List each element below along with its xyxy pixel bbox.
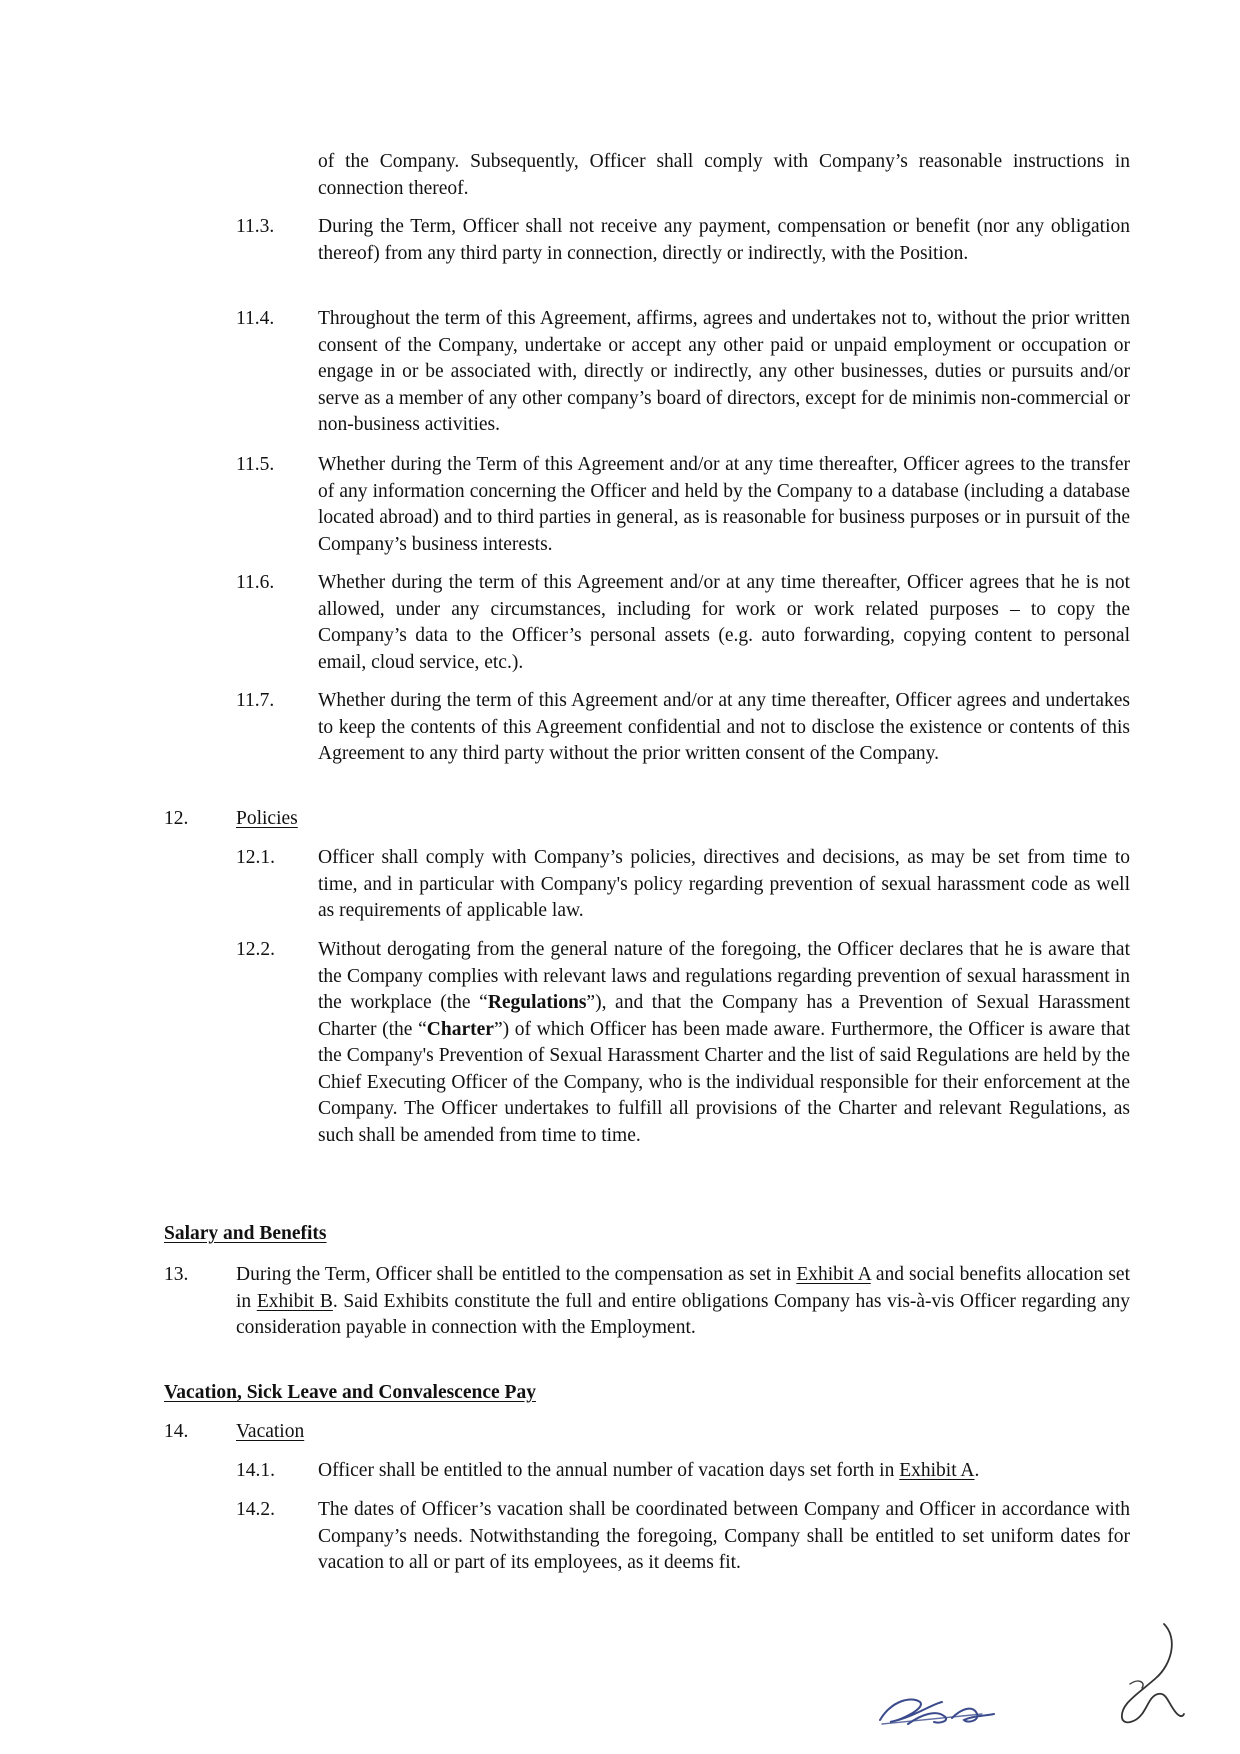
clause-12-2-text [318,937,1130,1149]
clause-11-3-text: During the Term, Officer shall not receive any payment, compensation or benefit (nor any obligation thereof) from any third party in connection, directly or indirectly, with the Position. [318,216,1130,264]
section-title-vacation: Vacation [236,1421,305,1442]
signature-initials-blue [872,1690,1072,1730]
exhibit-b-reference: Exhibit B [256,1290,333,1312]
clause-14-1-text [318,1458,1130,1485]
clause-14-1-text-b: . [974,1460,980,1481]
clause-number-11-3: 11.3. [236,216,275,237]
clause-number-11-7: 11.7. [236,690,275,711]
clause-number-14-2: 14.2. [236,1499,275,1520]
clause-12-1-text: Officer shall comply with Company’s policies, directives and decisions, as may be set from time to time, and in particular with Company's policy regarding prevention of sexual harassment code as well as requirements of applicable law. [318,847,1130,921]
heading-vacation-sick-leave: Vacation, Sick Leave and Convalescence Pay [164,1382,536,1403]
paragraph-continuation: of the Company. Subsequently, Officer shall comply with Company’s reasonable instructions in connection thereof. [318,151,1130,199]
clause-number-11-4: 11.4. [236,308,275,329]
section-number-12: 12. [164,808,189,829]
clause-14-2-text: The dates of Officer’s vacation shall be coordinated between Company and Officer in accordance with Company’s needs. Notwithstanding the foregoing, Company shall be entitled to set uniform dates for vacation to all or part of its employees, as it deems fit. [318,1499,1130,1573]
clause-14-1-text-a: Officer shall be entitled to the annual number of vacation days set forth in [318,1460,900,1481]
clause-number-11-5: 11.5. [236,454,275,475]
section-number-14: 14. [164,1421,189,1442]
clause-12-2-text-b: ”), and that the Company has a Prevention of Sexual Harassment Charter (the “ [318,992,1130,1040]
defined-term-charter: Charter [426,1018,494,1040]
defined-term-regulations: Regulations [487,992,587,1013]
section-title-policies: Policies [236,808,298,829]
section-number-13: 13. [164,1264,189,1285]
exhibit-a-reference-2: Exhibit A [899,1460,975,1481]
clause-12-2-text-a: Without derogating from the general nature of the foregoing, the Officer declares that he is aware that the Company complies with relevant laws and regulations regarding prevention of sexual harassment in the workplace (the “ [318,939,1130,1013]
clause-number-11-6: 11.6. [236,572,275,593]
clause-number-14-1: 14.1. [236,1460,275,1481]
section-13-text-a: During the Term, Officer shall be entitled to the compensation as set in [236,1264,797,1285]
clause-11-7-text: Whether during the term of this Agreement and/or at any time thereafter, Officer agrees and undertakes to keep the contents of this Agreement confidential and not to disclose the existence or contents of this Agreement to any third party without the prior written consent of the Company. [318,690,1130,764]
clause-12-2-text-c: ”) of which Officer has been made aware. Furthermore, the Officer is aware that the Company's Prevention of Sexual Harassment Charter and the list of said Regulations are held by the Chief Executing Officer of the Company, who is the individual responsible for their enforcement at the Company. The Officer undertakes to fulfill all provisions of the Charter and relevant Regulations, as such shall be amended from time to time. [318,1018,1130,1146]
clause-number-12-2: 12.2. [236,939,275,960]
exhibit-a-reference: Exhibit A [796,1264,871,1285]
clause-11-6-text: Whether during the term of this Agreement and/or at any time thereafter, Officer agrees that he is not allowed, under any circumstances, including for work or work related purposes – to copy the Company’s data to the Officer’s personal assets (e.g. auto forwarding, copying content to personal email, cloud service, etc.). [318,572,1130,673]
section-13-text [236,1262,1130,1342]
clause-11-4-text: Throughout the term of this Agreement, affirms, agrees and undertakes not to, without the prior written consent of the Company, undertake or accept any other paid or unpaid employment or occupation or engage in or be associated with, directly or indirectly, any other businesses, duties or pursuits and/or serve as a member of any other company’s board of directors, except for de minimis non-commercial or non-business activities. [318,308,1130,435]
clause-11-5-text: Whether during the Term of this Agreement and/or at any time thereafter, Officer agrees to the transfer of any information concerning the Officer and held by the Company to a database (including a database located abroad) and to third parties in general, as is reasonable for business purposes or in pursuit of the Company’s business interests. [318,454,1130,555]
signature-initials-dark [1108,1618,1188,1728]
section-13-text-b: and social benefits allocation set in [236,1264,1130,1312]
heading-salary-and-benefits: Salary and Benefits [164,1223,327,1244]
section-13-text-c: . Said Exhibits constitute the full and entire obligations Company has vis-à-vis Officer regarding any consideration payable in connection with the Employment. [236,1290,1131,1338]
clause-number-12-1: 12.1. [236,847,275,868]
